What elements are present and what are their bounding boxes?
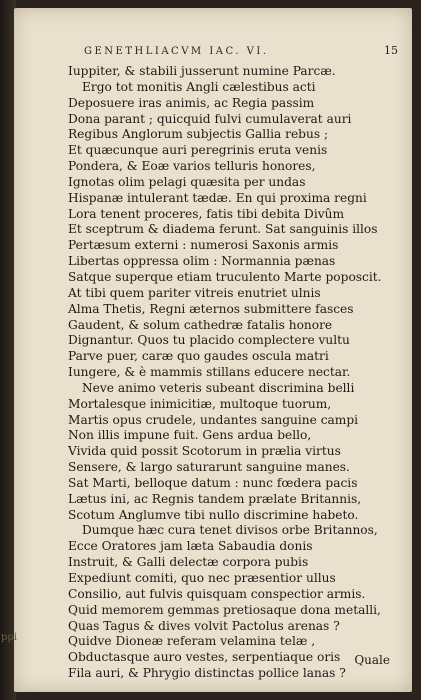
- page-number: 15: [384, 44, 398, 57]
- verse-line: Quidve Dioneæ referam velamina telæ ,: [68, 634, 316, 649]
- verse-text: [68, 64, 408, 682]
- verse-line: Expediunt comiti, quo nec præsentior ullus: [68, 571, 336, 585]
- verse-line: Ignotas olim pelagi quæsita per undas: [68, 174, 306, 189]
- verse-line: Ergo tot monitis Angli cælestibus acti: [82, 79, 316, 94]
- verse-line: Parve puer, caræ quo gaudes oscula matri: [68, 349, 329, 364]
- verse-line: Hispanæ intulerant tædæ. En qui proxima regni: [68, 190, 367, 205]
- verse-line: Lætus ini, ac Regnis tandem prælate Britannis,: [68, 491, 362, 506]
- verse-line: Quas Tagus & dives volvit Pactolus arenas ?: [68, 618, 340, 633]
- running-head: GENETHLIACVM IAC. VI.: [84, 46, 269, 57]
- verse-line: Pondera, & Eoæ varios telluris honores,: [68, 159, 316, 174]
- verse-line: Iungere, & è mammis stillans educere nectar.: [68, 365, 351, 380]
- verse-line: Sat Marti, belloque datum : nunc fœdera pacis: [68, 475, 358, 490]
- verse-line: Neve animo veteris subeant discrimina belli: [82, 380, 355, 395]
- catchword: Quale: [354, 653, 390, 667]
- verse-line: Dona parant ; quicquid fulvi cumulaverat auri: [68, 111, 352, 126]
- verse-line: Deposuere iras animis, ac Regia passim: [68, 95, 315, 110]
- verse-line: Sensere, & largo saturarunt sanguine manes.: [68, 460, 350, 475]
- verse-line: Regibus Anglorum subjectis Gallia rebus ;: [68, 127, 329, 142]
- verse-line: Instruit, & Galli delectæ corpora pubis: [68, 555, 309, 570]
- verse-line: Fila auri, & Phrygio distinctas pollice lanas ?: [68, 666, 346, 681]
- verse-line: Scotum Anglumve tibi nullo discrimine habeto.: [68, 507, 359, 522]
- verse-line: Lora tenent proceres, fatis tibi debita Divûm: [68, 206, 345, 221]
- verse-line: Satque superque etiam truculento Marte poposcit.: [68, 269, 382, 284]
- verse-line: Consilio, aut fulvis quisquam conspectior armis.: [68, 586, 366, 601]
- verse-line: Martis opus crudele, undantes sanguine campi: [68, 412, 359, 427]
- verse-line: Libertas oppressa olim : Normannia pænas: [68, 254, 336, 269]
- verse-line: Quid memorem gemmas pretiosaque dona metalli,: [68, 602, 381, 617]
- verse-line: Alma Thetis, Regni æternos submittere fasces: [68, 301, 354, 316]
- verse-line: Dignantur. Quos tu placido complectere vultu: [68, 333, 350, 348]
- verse-line: Ecce Oratores jam læta Sabaudia donis: [68, 539, 313, 554]
- verse-line: Gaudent, & solum cathedræ fatalis honore: [68, 317, 333, 332]
- verse-line: Non illis impune fuit. Gens ardua bello,: [68, 428, 312, 443]
- verse-line: Obductasque auro vestes, serpentiaque oris: [68, 650, 341, 665]
- verse-line: Pertæsum externi : numerosi Saxonis armis: [68, 238, 339, 253]
- verse-line: Et sceptrum & diadema ferunt. Sat sanguinis illos: [68, 222, 378, 237]
- verse-line: At tibi quem pariter vitreis enutriet ulnis: [68, 285, 321, 300]
- margin-fragment: ppi: [1, 632, 18, 643]
- verse-line: Mortalesque inimicitiæ, multoque tuorum,: [68, 396, 332, 411]
- book-page: [14, 8, 412, 692]
- verse-line: Dumque hæc cura tenet divisos orbe Britannos,: [82, 523, 378, 538]
- verse-line: Iuppiter, & stabili jusserunt numine Parcæ.: [68, 64, 336, 78]
- verse-line: Vivida quid possit Scotorum in prælia virtus: [68, 444, 341, 459]
- verse-line: Et quæcunque auri peregrinis eruta venis: [68, 143, 328, 158]
